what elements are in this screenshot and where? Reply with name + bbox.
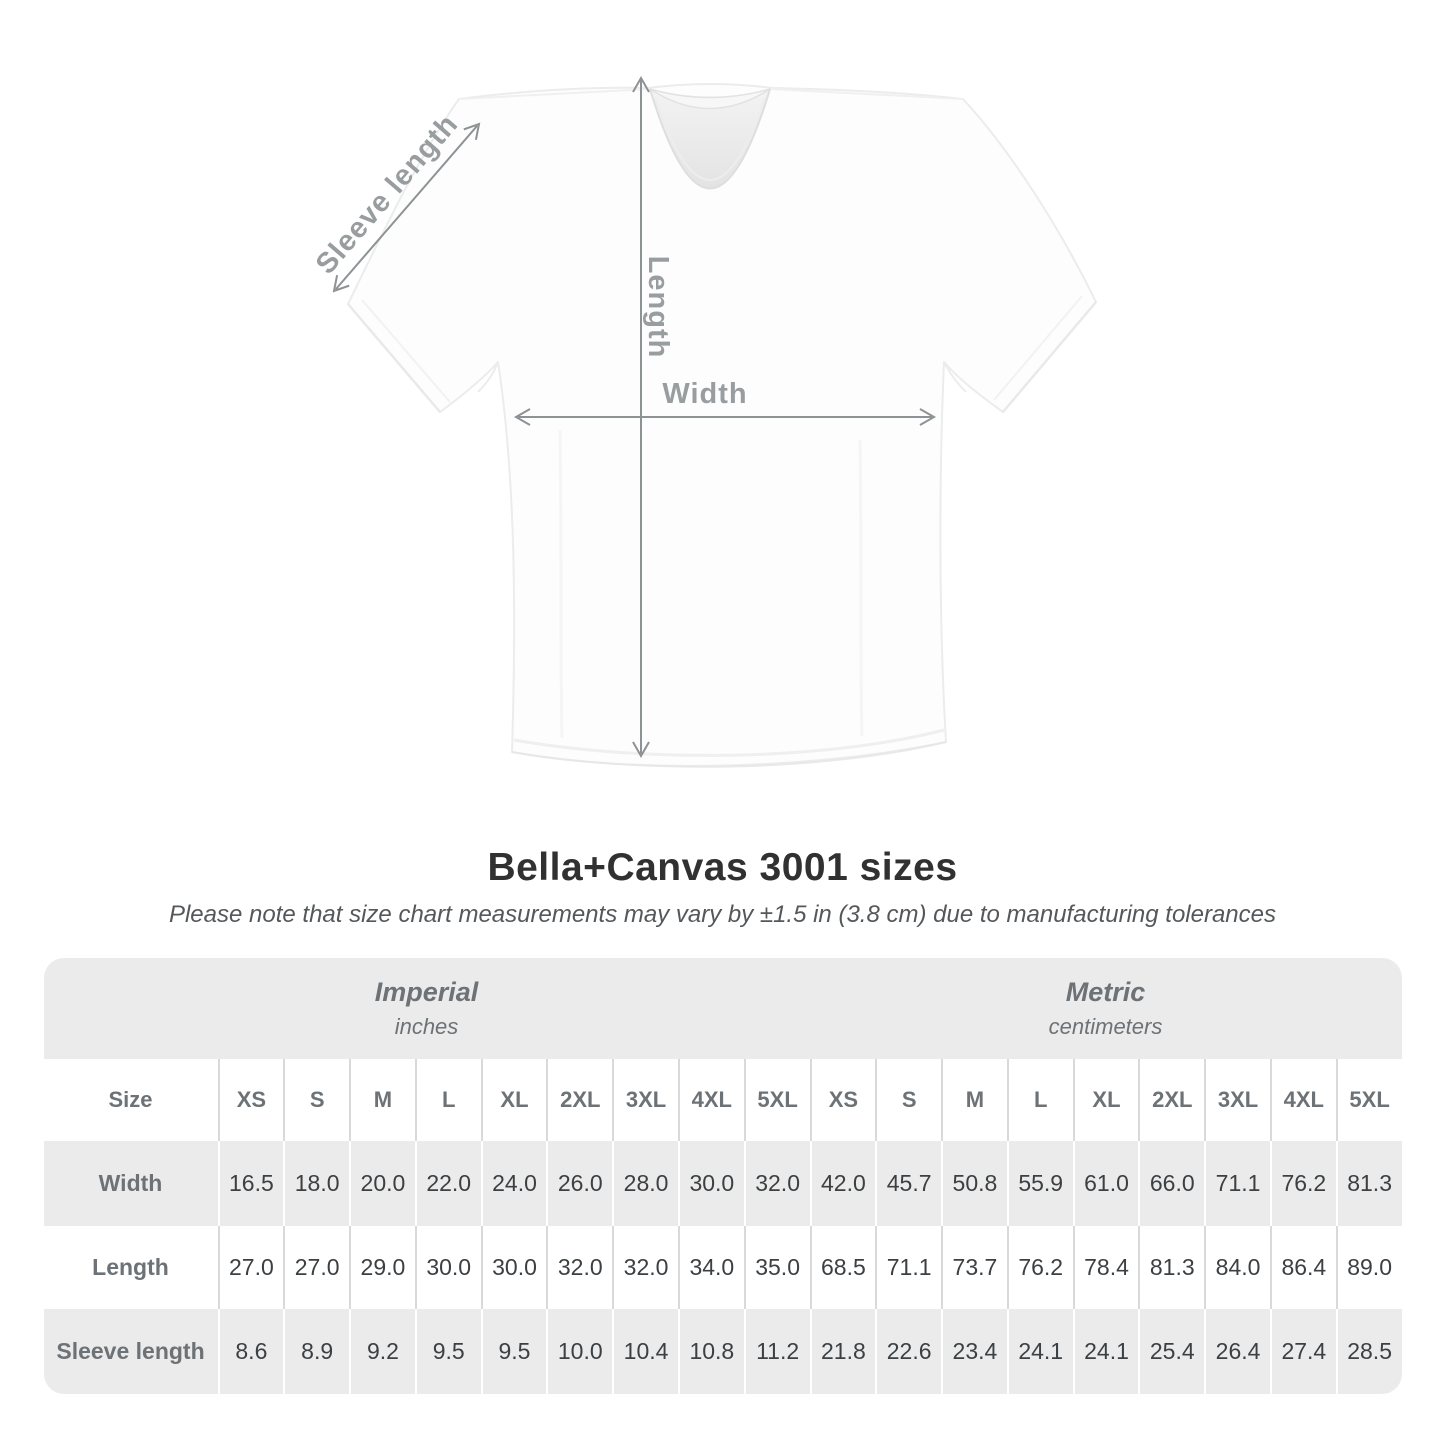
width-label: Width (662, 378, 748, 410)
value-cell: 34.0 (678, 1226, 744, 1309)
size-col-header: 2XL (546, 1059, 612, 1141)
unit-header-row (44, 958, 1402, 1059)
size-col-header: XS (810, 1059, 876, 1141)
value-cell: 26.0 (546, 1141, 612, 1226)
value-cell: 21.8 (810, 1309, 876, 1394)
sleeve-length-row-label: Sleeve length (56, 1338, 205, 1364)
size-col-header: 2XL (1138, 1059, 1204, 1141)
size-col-header: 3XL (612, 1059, 678, 1141)
page-title: Bella+Canvas 3001 sizes (487, 846, 958, 889)
value-cell: 8.9 (283, 1309, 349, 1394)
length-row-label: Length (92, 1254, 169, 1280)
value-cell: 32.0 (612, 1226, 678, 1309)
value-cell: 11.2 (744, 1309, 810, 1394)
value-cell: 25.4 (1138, 1309, 1204, 1394)
value-cell: 30.0 (415, 1226, 481, 1309)
value-cell: 9.2 (349, 1309, 415, 1394)
value-cell: 23.4 (941, 1309, 1007, 1394)
value-cell: 32.0 (744, 1141, 810, 1226)
value-cell: 27.0 (283, 1226, 349, 1309)
value-cell: 76.2 (1007, 1226, 1073, 1309)
value-cell: 16.5 (218, 1141, 284, 1226)
value-cell: 73.7 (941, 1226, 1007, 1309)
value-cell: 8.6 (218, 1309, 284, 1394)
metric-label: Metric (1065, 977, 1146, 1007)
value-cell: 22.0 (415, 1141, 481, 1226)
value-cell: 24.1 (1007, 1309, 1073, 1394)
value-cell: 68.5 (810, 1226, 876, 1309)
value-cell: 26.4 (1204, 1309, 1270, 1394)
value-cell: 27.0 (218, 1226, 284, 1309)
size-header-row (44, 1059, 1402, 1141)
size-col-header: 4XL (1270, 1059, 1336, 1141)
value-cell: 35.0 (744, 1226, 810, 1309)
value-cell: 66.0 (1138, 1141, 1204, 1226)
value-cell: 10.4 (612, 1309, 678, 1394)
metric-unit-header (810, 958, 1402, 1059)
sleeve-length-row (44, 1309, 1402, 1394)
size-col-header: L (1007, 1059, 1073, 1141)
width-row-label: Width (98, 1170, 163, 1196)
value-cell: 32.0 (546, 1226, 612, 1309)
value-cell: 24.0 (481, 1141, 547, 1226)
size-col-header: 3XL (1204, 1059, 1270, 1141)
value-cell: 76.2 (1270, 1141, 1336, 1226)
length-row (44, 1226, 1402, 1309)
value-cell: 10.0 (546, 1309, 612, 1394)
tshirt-image (348, 84, 1096, 767)
value-cell: 29.0 (349, 1226, 415, 1309)
size-col-header: S (283, 1059, 349, 1141)
value-cell: 28.0 (612, 1141, 678, 1226)
value-cell: 10.8 (678, 1309, 744, 1394)
value-cell: 81.3 (1336, 1141, 1402, 1226)
value-cell: 45.7 (875, 1141, 941, 1226)
length-label: Length (642, 255, 674, 359)
value-cell: 89.0 (1336, 1226, 1402, 1309)
value-cell: 86.4 (1270, 1226, 1336, 1309)
value-cell: 61.0 (1073, 1141, 1139, 1226)
size-row-label: Size (108, 1087, 153, 1112)
value-cell: 30.0 (678, 1141, 744, 1226)
size-col-header: 4XL (678, 1059, 744, 1141)
imperial-unit-header (44, 958, 810, 1059)
sleeve-length-label: Sleeve length (309, 108, 465, 281)
value-cell: 22.6 (875, 1309, 941, 1394)
value-cell: 71.1 (1204, 1141, 1270, 1226)
value-cell: 20.0 (349, 1141, 415, 1226)
size-col-header: M (941, 1059, 1007, 1141)
value-cell: 78.4 (1073, 1226, 1139, 1309)
width-row (44, 1141, 1402, 1226)
size-col-header: S (875, 1059, 941, 1141)
value-cell: 42.0 (810, 1141, 876, 1226)
size-col-header: 5XL (1336, 1059, 1402, 1141)
value-cell: 84.0 (1204, 1226, 1270, 1309)
imperial-sublabel: inches (394, 1014, 459, 1039)
value-cell: 71.1 (875, 1226, 941, 1309)
value-cell: 18.0 (283, 1141, 349, 1226)
size-col-header: L (415, 1059, 481, 1141)
metric-sublabel: centimeters (1048, 1014, 1163, 1039)
title-block (0, 846, 1445, 929)
value-cell: 24.1 (1073, 1309, 1139, 1394)
imperial-label: Imperial (374, 977, 479, 1007)
value-cell: 81.3 (1138, 1226, 1204, 1309)
value-cell: 55.9 (1007, 1141, 1073, 1226)
value-cell: 9.5 (481, 1309, 547, 1394)
value-cell: 28.5 (1336, 1309, 1402, 1394)
size-col-header: 5XL (744, 1059, 810, 1141)
size-chart-table (44, 958, 1402, 1394)
value-cell: 30.0 (481, 1226, 547, 1309)
size-col-header: XS (218, 1059, 284, 1141)
size-col-header: XL (1073, 1059, 1139, 1141)
value-cell: 50.8 (941, 1141, 1007, 1226)
value-cell: 27.4 (1270, 1309, 1336, 1394)
size-col-header: M (349, 1059, 415, 1141)
value-cell: 9.5 (415, 1309, 481, 1394)
page-subtitle: Please note that size chart measurements may vary by ±1.5 in (3.8 cm) due to manufacturing tolerances (168, 901, 1277, 928)
size-col-header: XL (481, 1059, 547, 1141)
